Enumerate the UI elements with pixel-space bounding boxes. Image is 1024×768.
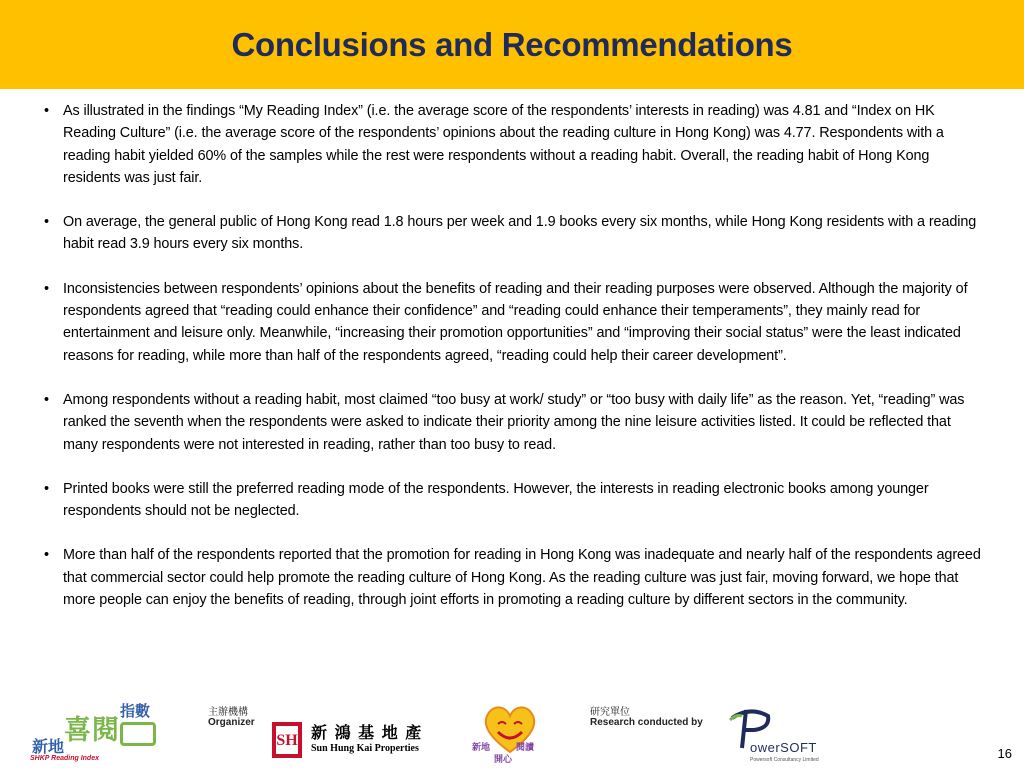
reading-index-logo-chars-3: 指數 — [120, 703, 151, 720]
bullet-item: • More than half of the respondents reported that the promotion for reading in Hong Kong was inadequate and nearly half of the respondents agreed that commercial sector could help promote the reading culture of Hong Kong. As the reading culture was just fair, moving forward, we hope that more people can enjoy the benefits of reading, through joint efforts in promoting a reading culture by different sectors in the community. — [44, 544, 984, 611]
organizer-label-en: Organizer — [208, 717, 255, 728]
happy-reading-logo — [472, 702, 544, 766]
reading-index-logo-chars-1: 新地 — [32, 739, 65, 756]
bullet-item: • On average, the general public of Hong Kong read 1.8 hours per week and 1.9 books every six months, while Hong Kong residents with a reading habit read 3.9 hours every six months. — [44, 211, 984, 256]
happy-reading-chars-1: 新地 — [472, 742, 491, 752]
research-label-en: Research conducted by — [590, 717, 703, 728]
organizer-label-cn: 主辦機構 — [208, 707, 248, 718]
slide-title: Conclusions and Recommendations — [231, 25, 793, 63]
bullet-item: • Inconsistencies between respondents’ opinions about the benefits of reading and their reading purposes were observed. Although the majority of respondents agreed that “reading could enhance their confidence” and “reading could enhance their temperaments”, they mainly read for entertainment and leisure only. Meanwhile, “increasing their promotion opportunities” and “improving their social status” were the least indicated reasons for reading, while more than half of the respondents agreed, “reading could help their career development”. — [44, 278, 984, 367]
footer — [0, 690, 1024, 768]
svg-text:SH: SH — [276, 732, 298, 749]
happy-reading-chars-3: 閱讀 — [516, 742, 535, 752]
reading-index-logo-bar — [120, 722, 156, 746]
powersoft-sub: Powersoft Consultancy Limited — [750, 757, 819, 763]
shkp-emblem-icon — [272, 722, 302, 758]
title-bar — [0, 0, 1024, 89]
reading-index-logo — [28, 698, 168, 766]
powersoft-logo — [728, 704, 828, 764]
research-label-cn: 研究單位 — [590, 707, 630, 718]
shkp-name-en: Sun Hung Kai Properties — [311, 743, 419, 754]
powersoft-name: owerSOFT — [750, 740, 817, 755]
bullet-item: • Printed books were still the preferred reading mode of the respondents. However, the interests in reading electronic books among younger respondents should not be neglected. — [44, 478, 984, 523]
reading-index-logo-caption: SHKP Reading Index — [30, 755, 99, 762]
page-number: 16 — [997, 746, 1012, 761]
bullet-list — [44, 100, 984, 633]
reading-index-logo-chars-2: 喜閱 — [64, 715, 120, 745]
happy-reading-chars-2: 開心 — [494, 754, 513, 764]
bullet-item: • As illustrated in the findings “My Reading Index” (i.e. the average score of the respondents’ interests in reading) was 4.81 and “Index on HK Reading Culture” (i.e. the average score of the respondents’ opinions about the reading culture in Hong Kong) was 4.77. Respondents with a reading habit yielded 60% of the samples while the rest were respondents without a reading habit. Overall, the reading habit of Hong Kong residents was just fair. — [44, 100, 984, 189]
shkp-logo — [272, 722, 302, 758]
shkp-name-cn: 新 鴻 基 地 產 — [311, 723, 423, 742]
bullet-item: • Among respondents without a reading habit, most claimed “too busy at work/ study” or “too busy with daily life” as the reason. Yet, “reading” was ranked the seventh when the respondents were asked to indicate their priority among the nine leisure activities listed. It could be reflected that many respondents were not interested in reading, rather than too busy to read. — [44, 389, 984, 456]
